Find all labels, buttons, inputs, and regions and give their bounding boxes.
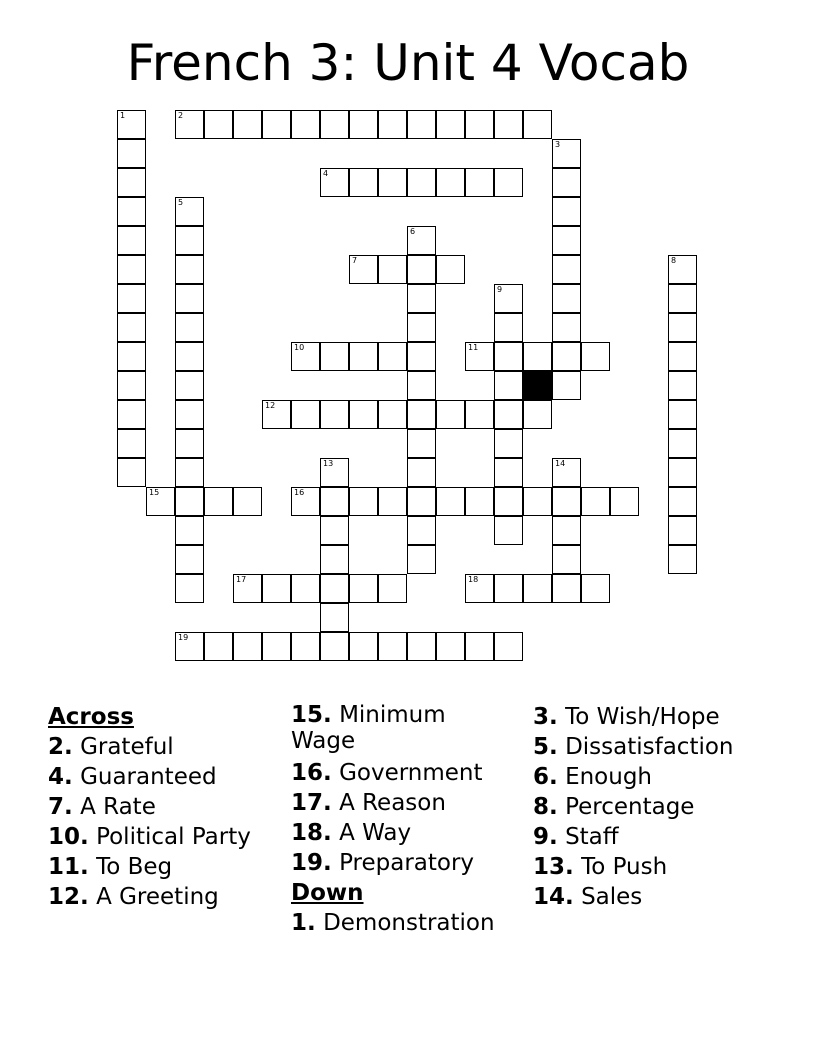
grid-cell[interactable] <box>668 313 697 342</box>
grid-cell[interactable] <box>552 545 581 574</box>
grid-cell[interactable] <box>407 371 436 400</box>
grid-cell[interactable] <box>378 632 407 661</box>
clue-number: 4 <box>323 169 329 178</box>
clue-number: 14 <box>555 459 566 468</box>
clue-number: 13 <box>323 459 334 468</box>
grid-cell[interactable] <box>175 400 204 429</box>
grid-cell[interactable] <box>291 110 320 139</box>
grid-cell[interactable] <box>668 516 697 545</box>
grid-cell[interactable] <box>523 487 552 516</box>
clue-across-12: 12. A Greeting <box>48 884 219 910</box>
grid-cell[interactable] <box>668 255 697 284</box>
grid-cell[interactable] <box>494 400 523 429</box>
clue-number: 9 <box>497 285 503 294</box>
clue-column-2 <box>291 702 506 938</box>
clue-number: 17 <box>236 575 247 584</box>
clue-number: 3 <box>555 140 561 149</box>
grid-cell[interactable] <box>349 400 378 429</box>
grid-cell[interactable] <box>175 342 204 371</box>
grid-cell[interactable] <box>407 458 436 487</box>
grid-cell[interactable] <box>407 516 436 545</box>
grid-cell[interactable] <box>320 400 349 429</box>
down-heading: Down <box>291 880 364 906</box>
grid-cell[interactable] <box>552 139 581 168</box>
grid-cell[interactable] <box>320 545 349 574</box>
grid-cell[interactable] <box>378 400 407 429</box>
grid-cell[interactable] <box>349 342 378 371</box>
grid-cell[interactable] <box>291 400 320 429</box>
grid-cell[interactable] <box>378 487 407 516</box>
clue-number: 8 <box>671 256 677 265</box>
grid-cell[interactable] <box>552 574 581 603</box>
grid-cell[interactable] <box>349 110 378 139</box>
grid-cell[interactable] <box>378 342 407 371</box>
grid-cell[interactable] <box>552 284 581 313</box>
grid-cell[interactable] <box>117 226 146 255</box>
clue-across-2: 2. Grateful <box>48 734 174 760</box>
grid-cell[interactable] <box>204 110 233 139</box>
grid-cell[interactable] <box>552 458 581 487</box>
grid-cell[interactable] <box>523 342 552 371</box>
clue-across-18: 18. A Way <box>291 820 412 846</box>
grid-cell[interactable] <box>407 429 436 458</box>
grid-cell[interactable] <box>552 371 581 400</box>
grid-cell[interactable] <box>320 342 349 371</box>
grid-cell[interactable] <box>465 168 494 197</box>
grid-cell[interactable] <box>494 516 523 545</box>
grid-cell[interactable] <box>668 284 697 313</box>
grid-cell[interactable] <box>175 487 204 516</box>
grid-cell[interactable] <box>117 284 146 313</box>
black-square <box>523 371 552 400</box>
grid-cell[interactable] <box>117 313 146 342</box>
grid-cell[interactable] <box>378 574 407 603</box>
grid-cell[interactable] <box>291 487 320 516</box>
grid-cell[interactable] <box>436 487 465 516</box>
page-title: French 3: Unit 4 Vocab <box>126 34 690 92</box>
grid-cell[interactable] <box>436 110 465 139</box>
grid-cell[interactable] <box>407 400 436 429</box>
grid-cell[interactable] <box>668 342 697 371</box>
grid-cell[interactable] <box>407 487 436 516</box>
grid-cell[interactable] <box>668 458 697 487</box>
grid-cell[interactable] <box>233 632 262 661</box>
clue-across-19: 19. Preparatory <box>291 850 475 876</box>
grid-cell[interactable] <box>494 313 523 342</box>
clue-down-13: 13. To Push <box>533 854 668 880</box>
grid-cell[interactable] <box>494 110 523 139</box>
clue-number: 5 <box>178 198 184 207</box>
grid-cell[interactable] <box>175 197 204 226</box>
grid-cell[interactable] <box>465 632 494 661</box>
grid-cell[interactable] <box>494 371 523 400</box>
grid-cell[interactable] <box>349 574 378 603</box>
grid-cell[interactable] <box>610 487 639 516</box>
grid-cell[interactable] <box>494 487 523 516</box>
grid-cell[interactable] <box>465 342 494 371</box>
clue-down-6: 6. Enough <box>533 764 652 790</box>
grid-cell[interactable] <box>233 487 262 516</box>
grid-cell[interactable] <box>117 458 146 487</box>
grid-cell[interactable] <box>175 371 204 400</box>
grid-cell[interactable] <box>552 168 581 197</box>
grid-cell[interactable] <box>262 632 291 661</box>
grid-cell[interactable] <box>175 574 204 603</box>
grid-cell[interactable] <box>494 458 523 487</box>
grid-cell[interactable] <box>668 487 697 516</box>
grid-cell[interactable] <box>117 110 146 139</box>
grid-cell[interactable] <box>117 168 146 197</box>
grid-cell[interactable] <box>175 429 204 458</box>
grid-cell[interactable] <box>291 574 320 603</box>
grid-cell[interactable] <box>523 574 552 603</box>
clue-across-15: 15. Minimum Wage <box>291 702 446 754</box>
grid-cell[interactable] <box>407 545 436 574</box>
clue-number: 16 <box>294 488 305 497</box>
grid-cell[interactable] <box>407 255 436 284</box>
across-heading: Across <box>48 704 134 730</box>
clue-down-9: 9. Staff <box>533 824 619 850</box>
grid-cell[interactable] <box>204 487 233 516</box>
grid-cell[interactable] <box>320 603 349 632</box>
grid-cell[interactable] <box>117 371 146 400</box>
clue-number: 18 <box>468 575 479 584</box>
grid-cell[interactable] <box>320 487 349 516</box>
grid-cell[interactable] <box>465 574 494 603</box>
grid-cell[interactable] <box>494 342 523 371</box>
grid-cell[interactable] <box>581 487 610 516</box>
grid-cell[interactable] <box>494 574 523 603</box>
grid-cell[interactable] <box>117 400 146 429</box>
grid-cell[interactable] <box>291 342 320 371</box>
grid-cell[interactable] <box>378 110 407 139</box>
grid-cell[interactable] <box>117 429 146 458</box>
grid-cell[interactable] <box>407 284 436 313</box>
clue-column-1 <box>48 702 278 912</box>
grid-cell[interactable] <box>117 197 146 226</box>
grid-cell[interactable] <box>349 487 378 516</box>
grid-cell[interactable] <box>175 458 204 487</box>
grid-cell[interactable] <box>494 429 523 458</box>
grid-cell[interactable] <box>436 168 465 197</box>
grid-cell[interactable] <box>233 110 262 139</box>
grid-cell[interactable] <box>320 516 349 545</box>
grid-cell[interactable] <box>378 255 407 284</box>
grid-cell[interactable] <box>668 545 697 574</box>
clue-number: 12 <box>265 401 276 410</box>
grid-cell[interactable] <box>465 110 494 139</box>
grid-cell[interactable] <box>175 632 204 661</box>
grid-cell[interactable] <box>552 226 581 255</box>
clue-across-4: 4. Guaranteed <box>48 764 217 790</box>
grid-cell[interactable] <box>291 632 320 661</box>
grid-cell[interactable] <box>552 197 581 226</box>
grid-cell[interactable] <box>175 226 204 255</box>
clue-across-16: 16. Government <box>291 760 483 786</box>
grid-cell[interactable] <box>320 458 349 487</box>
grid-cell[interactable] <box>349 632 378 661</box>
grid-cell[interactable] <box>494 168 523 197</box>
grid-cell[interactable] <box>117 255 146 284</box>
clue-across-11: 11. To Beg <box>48 854 173 880</box>
clue-down-3: 3. To Wish/Hope <box>533 704 720 730</box>
grid-cell[interactable] <box>407 342 436 371</box>
grid-cell[interactable] <box>204 632 233 661</box>
clue-number: 11 <box>468 343 479 352</box>
grid-cell[interactable] <box>407 313 436 342</box>
grid-cell[interactable] <box>436 632 465 661</box>
clue-across-17: 17. A Reason <box>291 790 446 816</box>
clue-across-7: 7. A Rate <box>48 794 156 820</box>
clue-down-8: 8. Percentage <box>533 794 695 820</box>
grid-cell[interactable] <box>668 429 697 458</box>
clue-across-10: 10. Political Party <box>48 824 251 850</box>
grid-cell[interactable] <box>262 400 291 429</box>
clue-number: 1 <box>120 111 126 120</box>
grid-cell[interactable] <box>407 226 436 255</box>
grid-cell[interactable] <box>320 632 349 661</box>
grid-cell[interactable] <box>581 574 610 603</box>
clue-number: 15 <box>149 488 160 497</box>
grid-cell[interactable] <box>668 400 697 429</box>
grid-cell[interactable] <box>175 313 204 342</box>
grid-cell[interactable] <box>552 313 581 342</box>
clue-column-3 <box>533 702 783 912</box>
clue-down-1: 1. Demonstration <box>291 910 495 936</box>
grid-cell[interactable] <box>465 400 494 429</box>
grid-cell[interactable] <box>320 168 349 197</box>
clue-number: 7 <box>352 256 358 265</box>
grid-cell[interactable] <box>552 487 581 516</box>
clue-down-5: 5. Dissatisfaction <box>533 734 734 760</box>
clue-number: 6 <box>410 227 416 236</box>
grid-cell[interactable] <box>117 342 146 371</box>
clue-number: 10 <box>294 343 305 352</box>
grid-cell[interactable] <box>407 110 436 139</box>
grid-cell[interactable] <box>436 400 465 429</box>
grid-cell[interactable] <box>523 400 552 429</box>
grid-cell[interactable] <box>523 110 552 139</box>
grid-cell[interactable] <box>233 574 262 603</box>
grid-cell[interactable] <box>117 139 146 168</box>
grid-cell[interactable] <box>378 168 407 197</box>
clue-number: 2 <box>178 111 184 120</box>
grid-cell[interactable] <box>465 487 494 516</box>
clue-down-14: 14. Sales <box>533 884 643 910</box>
grid-cell[interactable] <box>175 255 204 284</box>
grid-cell[interactable] <box>407 632 436 661</box>
grid-cell[interactable] <box>581 342 610 371</box>
grid-cell[interactable] <box>407 168 436 197</box>
grid-cell[interactable] <box>552 255 581 284</box>
grid-cell[interactable] <box>175 110 204 139</box>
clue-number: 19 <box>178 633 189 642</box>
grid-cell[interactable] <box>349 255 378 284</box>
grid-cell[interactable] <box>146 487 175 516</box>
grid-cell[interactable] <box>552 342 581 371</box>
grid-cell[interactable] <box>552 516 581 545</box>
grid-cell[interactable] <box>262 110 291 139</box>
grid-cell[interactable] <box>175 516 204 545</box>
grid-cell[interactable] <box>175 284 204 313</box>
grid-cell[interactable] <box>320 110 349 139</box>
grid-cell[interactable] <box>436 255 465 284</box>
grid-cell[interactable] <box>349 168 378 197</box>
grid-cell[interactable] <box>494 632 523 661</box>
grid-cell[interactable] <box>175 545 204 574</box>
grid-cell[interactable] <box>668 371 697 400</box>
grid-cell[interactable] <box>320 574 349 603</box>
grid-cell[interactable] <box>494 284 523 313</box>
grid-cell[interactable] <box>262 574 291 603</box>
